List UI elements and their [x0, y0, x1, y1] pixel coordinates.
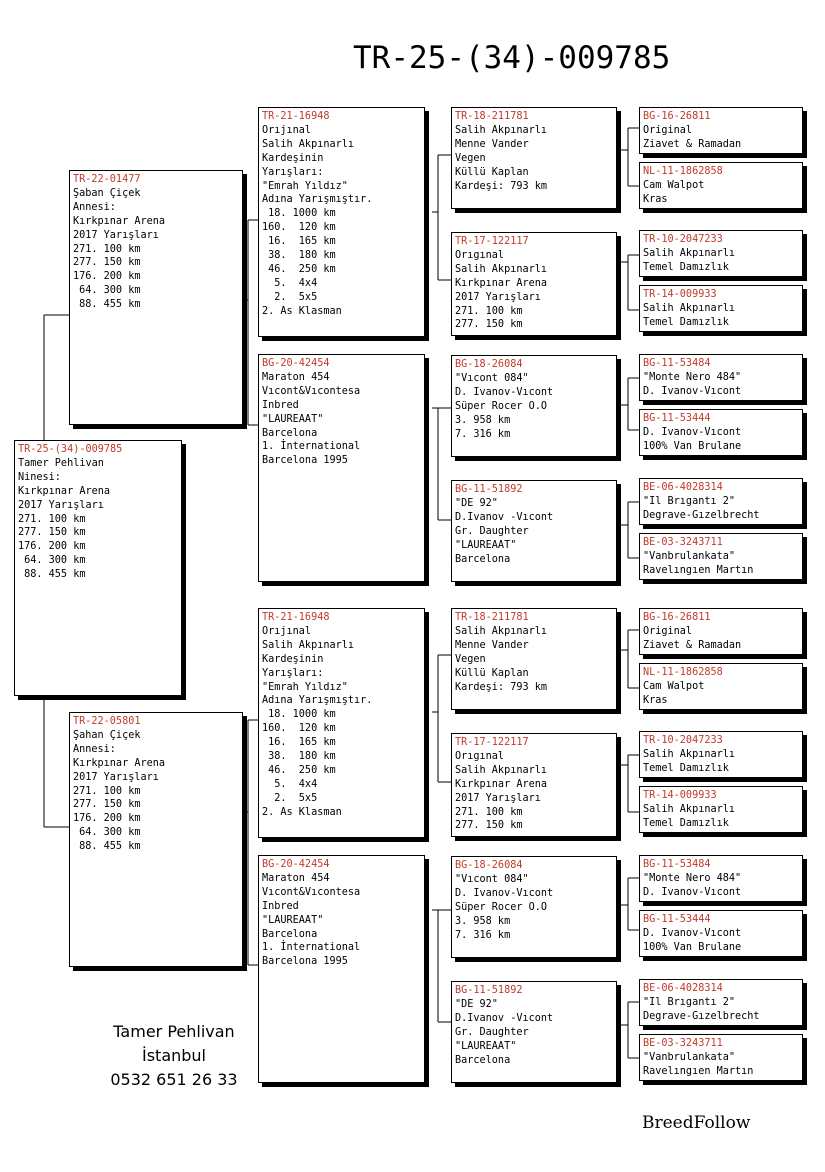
info-line: D. Ivanov-Vıcont [455, 386, 554, 398]
info-line: 2017 Yarışları [73, 771, 159, 783]
ring-number: BG-20-42454 [262, 859, 330, 870]
pigeon-box-ggg3[interactable] [639, 230, 803, 277]
ring-number: BE-03-3243711 [643, 537, 723, 548]
info-line: 2017 Yarışları [18, 499, 104, 511]
info-line: Salih Akpınarlı [262, 639, 355, 651]
info-line: 2. 5x5 [262, 792, 318, 804]
ring-number: NL-11-1862858 [643, 667, 723, 678]
info-line: 160. 120 km [262, 222, 336, 234]
pedigree-title: TR-25-(34)-009785 [353, 40, 671, 76]
info-line: Maraton 454 [262, 371, 330, 383]
ring-number: TR-10-2047233 [643, 234, 723, 245]
info-line: Kardeşi: 793 km [455, 180, 548, 192]
pigeon-box-gg7[interactable] [451, 856, 617, 958]
info-line: 2. As Klasman [262, 305, 342, 317]
info-line: Degrave-Gızelbrecht [643, 509, 760, 521]
info-line: 271. 100 km [455, 305, 523, 317]
ring-number: TR-21-16948 [262, 111, 330, 122]
info-line: 3. 958 km [455, 915, 511, 927]
info-line: Yarışları: [262, 166, 324, 178]
info-line: "LAUREAAT" [455, 539, 517, 551]
info-line: Ziavet & Ramadan [643, 639, 742, 651]
info-line: 271. 100 km [455, 806, 523, 818]
info-line: "DE 92" [455, 497, 498, 509]
info-line: D. Ivanov-Vıcont [643, 385, 742, 397]
ring-number: BG-11-53444 [643, 914, 711, 925]
info-line: Orıgınal [455, 249, 505, 261]
info-line: Cam Walpot [643, 680, 705, 692]
info-line: 46. 250 km [262, 263, 336, 275]
pigeon-box-ggg10[interactable] [639, 663, 803, 710]
pigeon-box-ggg12[interactable] [639, 786, 803, 833]
info-line: D. Ivanov-Vıcont [643, 927, 742, 939]
ring-number: BG-16-26811 [643, 612, 711, 623]
pigeon-box-ggg8[interactable] [639, 533, 803, 580]
info-line: Temel Damızlık [643, 316, 729, 328]
info-line: "Il Brıgantı 2" [643, 996, 736, 1008]
info-line: 3. 958 km [455, 414, 511, 426]
info-line: Kardeşi: 793 km [455, 681, 548, 693]
info-line: 88. 455 km [18, 569, 86, 581]
info-line: Inbred [262, 399, 299, 411]
brand-logo: BreedFollow [642, 1113, 751, 1133]
info-line: 277. 150 km [73, 799, 141, 811]
info-line: Ravelıngıen Martın [643, 1065, 754, 1077]
pigeon-box-ggg6[interactable] [639, 409, 803, 456]
owner-phone[interactable]: 0532 651 26 33 [110, 1070, 238, 1089]
pigeon-box-ggg2[interactable] [639, 162, 803, 209]
info-line: Inbred [262, 900, 299, 912]
info-line: Barcelona [262, 928, 318, 940]
pigeon-box-ggg9[interactable] [639, 608, 803, 655]
info-line: Kardeşinin [262, 152, 324, 164]
info-line: Vıcont&Vıcontesa [262, 886, 361, 898]
info-line: Barcelona [262, 427, 318, 439]
pigeon-box-g2[interactable] [258, 354, 425, 582]
info-line: 88. 455 km [73, 841, 141, 853]
info-line: Temel Damızlık [643, 817, 729, 829]
ring-number: BG-16-26811 [643, 111, 711, 122]
info-line: 160. 120 km [262, 723, 336, 735]
info-line: D.Ivanov -Vıcont [455, 511, 554, 523]
info-line: Cam Walpot [643, 179, 705, 191]
ring-number: TR-25-(34)-009785 [18, 444, 123, 455]
info-line: Barcelona 1995 [262, 455, 348, 467]
pigeon-box-g4[interactable] [258, 855, 425, 1083]
info-line: Annesi: [73, 201, 116, 213]
info-line: "Vıcont 084" [455, 873, 529, 885]
info-line: D. Ivanov-Vıcont [643, 886, 742, 898]
info-line: Salih Akpınarlı [455, 124, 548, 136]
owner-name: Tamer Pehlivan [113, 1022, 235, 1041]
info-line: "Monte Nero 484" [643, 872, 742, 884]
info-line: 100% Van Brulane [643, 941, 742, 953]
info-line: "Vanbrulankata" [643, 1051, 736, 1063]
info-line: "Vıcont 084" [455, 372, 529, 384]
info-line: 88. 455 km [73, 299, 141, 311]
ring-number: TR-17-122117 [455, 236, 529, 247]
info-line: Ziavet & Ramadan [643, 138, 742, 150]
ring-number: BE-06-4028314 [643, 482, 723, 493]
ring-number: BG-18-26084 [455, 359, 523, 370]
info-line: Ravelıngıen Martın [643, 564, 754, 576]
info-line: D. Ivanov-Vıcont [455, 887, 554, 899]
info-line: Şahan Çiçek [73, 729, 141, 741]
info-line: Barcelona 1995 [262, 956, 348, 968]
info-line: Vegen [455, 152, 486, 164]
pigeon-box-gg1[interactable] [451, 107, 617, 209]
info-line: Salih Akpınarlı [643, 302, 736, 314]
pigeon-box-root[interactable] [14, 440, 182, 696]
info-line: 2. 5x5 [262, 291, 318, 303]
info-line: 1. İnternational [262, 441, 361, 453]
info-line: "Vanbrulankata" [643, 550, 736, 562]
info-line: Vegen [455, 653, 486, 665]
ring-number: BG-11-53444 [643, 413, 711, 424]
info-line: 16. 165 km [262, 236, 336, 248]
info-line: 18. 1000 km [262, 208, 336, 220]
info-line: 2. As Klasman [262, 806, 342, 818]
info-line: 176. 200 km [18, 541, 86, 553]
info-line: 5. 4x4 [262, 778, 318, 790]
info-line: 277. 150 km [455, 820, 523, 832]
info-line: Temel Damızlık [643, 261, 729, 273]
pigeon-box-ggg13[interactable] [639, 855, 803, 902]
info-line: Menne Vander [455, 138, 529, 150]
info-line: Salih Akpınarlı [455, 764, 548, 776]
info-line: Kırkpınar Arena [455, 778, 548, 790]
ring-number: BG-11-53484 [643, 859, 711, 870]
ring-number: BE-03-3243711 [643, 1038, 723, 1049]
ring-number: TR-10-2047233 [643, 735, 723, 746]
info-line: Kırkpınar Arena [18, 485, 111, 497]
info-line: Original [643, 625, 693, 637]
info-line: 271. 100 km [73, 785, 141, 797]
pigeon-box-ggg5[interactable] [639, 354, 803, 401]
pigeon-box-ggg16[interactable] [639, 1034, 803, 1081]
owner-contact [84, 1020, 264, 1092]
ring-number: BG-11-51892 [455, 985, 523, 996]
ring-number: TR-17-122117 [455, 737, 529, 748]
pigeon-box-sire[interactable] [69, 170, 243, 425]
info-line: Menne Vander [455, 639, 529, 651]
ring-number: BE-06-4028314 [643, 983, 723, 994]
info-line: 18. 1000 km [262, 709, 336, 721]
info-line: "Emrah Yıldız" [262, 180, 348, 192]
info-line: Degrave-Gızelbrecht [643, 1010, 760, 1022]
info-line: Yarışları: [262, 667, 324, 679]
info-line: 277. 150 km [73, 257, 141, 269]
info-line: Orıgınal [455, 750, 505, 762]
info-line: "LAUREAAT" [262, 413, 324, 425]
pigeon-box-g1[interactable] [258, 107, 425, 337]
info-line: 38. 180 km [262, 250, 336, 262]
pigeon-box-ggg11[interactable] [639, 731, 803, 778]
ring-number: BG-18-26084 [455, 860, 523, 871]
info-line: Annesi: [73, 743, 116, 755]
info-line: 64. 300 km [73, 827, 141, 839]
ring-number: TR-18-211781 [455, 612, 529, 623]
info-line: 100% Van Brulane [643, 440, 742, 452]
info-line: 16. 165 km [262, 737, 336, 749]
ring-number: BG-11-51892 [455, 484, 523, 495]
pigeon-box-gg2[interactable] [451, 232, 617, 336]
info-line: "LAUREAAT" [455, 1040, 517, 1052]
info-line: 7. 316 km [455, 428, 511, 440]
info-line: 271. 100 km [73, 243, 141, 255]
info-line: Vıcont&Vıcontesa [262, 385, 361, 397]
info-line: D. Ivanov-Vıcont [643, 426, 742, 438]
pigeon-box-dam[interactable] [69, 712, 243, 967]
info-line: Barcelona [455, 1054, 511, 1066]
pigeon-box-ggg4[interactable] [639, 285, 803, 332]
ring-number: TR-22-01477 [73, 174, 141, 185]
info-line: Salih Akpınarlı [455, 263, 548, 275]
info-line: Adına Yarışmıştır. [262, 695, 373, 707]
pigeon-box-ggg7[interactable] [639, 478, 803, 525]
info-line: 2017 Yarışları [455, 291, 541, 303]
info-line: "Emrah Yıldız" [262, 681, 348, 693]
info-line: Salih Akpınarlı [262, 138, 355, 150]
info-line: Şaban Çiçek [73, 187, 141, 199]
info-line: 64. 300 km [18, 555, 86, 567]
pigeon-box-gg8[interactable] [451, 981, 617, 1083]
ring-number: TR-14-009933 [643, 289, 717, 300]
info-line: Temel Damızlık [643, 762, 729, 774]
info-line: Kras [643, 694, 668, 706]
info-line: Adına Yarışmıştır. [262, 194, 373, 206]
info-line: 46. 250 km [262, 764, 336, 776]
info-line: 7. 316 km [455, 929, 511, 941]
info-line: Kırkpınar Arena [73, 757, 166, 769]
info-line: 64. 300 km [73, 285, 141, 297]
owner-city: İstanbul [141, 1046, 206, 1065]
info-line: 38. 180 km [262, 751, 336, 763]
pigeon-box-ggg14[interactable] [639, 910, 803, 957]
info-line: Orıjınal [262, 124, 312, 136]
info-line: "Il Brıgantı 2" [643, 495, 736, 507]
info-line: 1. İnternational [262, 942, 361, 954]
info-line: 176. 200 km [73, 271, 141, 283]
info-line: Süper Rocer O.O [455, 901, 548, 913]
pigeon-box-gg4[interactable] [451, 480, 617, 582]
ring-number: BG-11-53484 [643, 358, 711, 369]
info-line: 5. 4x4 [262, 277, 318, 289]
pigeon-box-g3[interactable] [258, 608, 425, 838]
ring-number: TR-22-05801 [73, 716, 141, 727]
info-line: D.Ivanov -Vıcont [455, 1012, 554, 1024]
info-line: "DE 92" [455, 998, 498, 1010]
info-line: 277. 150 km [455, 319, 523, 331]
info-line: 176. 200 km [73, 813, 141, 825]
info-line: Küllü Kaplan [455, 166, 529, 178]
pigeon-box-ggg15[interactable] [639, 979, 803, 1026]
info-line: Orıjınal [262, 625, 312, 637]
info-line: Kırkpınar Arena [73, 215, 166, 227]
info-line: Salih Akpınarlı [643, 247, 736, 259]
info-line: Tamer Pehlivan [18, 457, 104, 469]
ring-number: TR-21-16948 [262, 612, 330, 623]
info-line: Original [643, 124, 693, 136]
info-line: Süper Rocer O.O [455, 400, 548, 412]
info-line: 271. 100 km [18, 513, 86, 525]
info-line: 2017 Yarışları [455, 792, 541, 804]
ring-number: BG-20-42454 [262, 358, 330, 369]
info-line: 2017 Yarışları [73, 229, 159, 241]
pigeon-box-gg5[interactable] [451, 608, 617, 710]
info-line: Salih Akpınarlı [643, 803, 736, 815]
pigeon-box-gg6[interactable] [451, 733, 617, 837]
info-line: 277. 150 km [18, 527, 86, 539]
ring-number: TR-18-211781 [455, 111, 529, 122]
info-line: Küllü Kaplan [455, 667, 529, 679]
info-line: Kardeşinin [262, 653, 324, 665]
info-line: Barcelona [455, 553, 511, 565]
info-line: "Monte Nero 484" [643, 371, 742, 383]
info-line: Salih Akpınarlı [455, 625, 548, 637]
info-line: "LAUREAAT" [262, 914, 324, 926]
info-line: Kırkpınar Arena [455, 277, 548, 289]
info-line: Kras [643, 193, 668, 205]
info-line: Gr. Daughter [455, 525, 529, 537]
pigeon-box-ggg1[interactable] [639, 107, 803, 154]
ring-number: NL-11-1862858 [643, 166, 723, 177]
info-line: Ninesi: [18, 471, 61, 483]
info-line: Maraton 454 [262, 872, 330, 884]
ring-number: TR-14-009933 [643, 790, 717, 801]
info-line: Salih Akpınarlı [643, 748, 736, 760]
info-line: Gr. Daughter [455, 1026, 529, 1038]
pigeon-box-gg3[interactable] [451, 355, 617, 457]
